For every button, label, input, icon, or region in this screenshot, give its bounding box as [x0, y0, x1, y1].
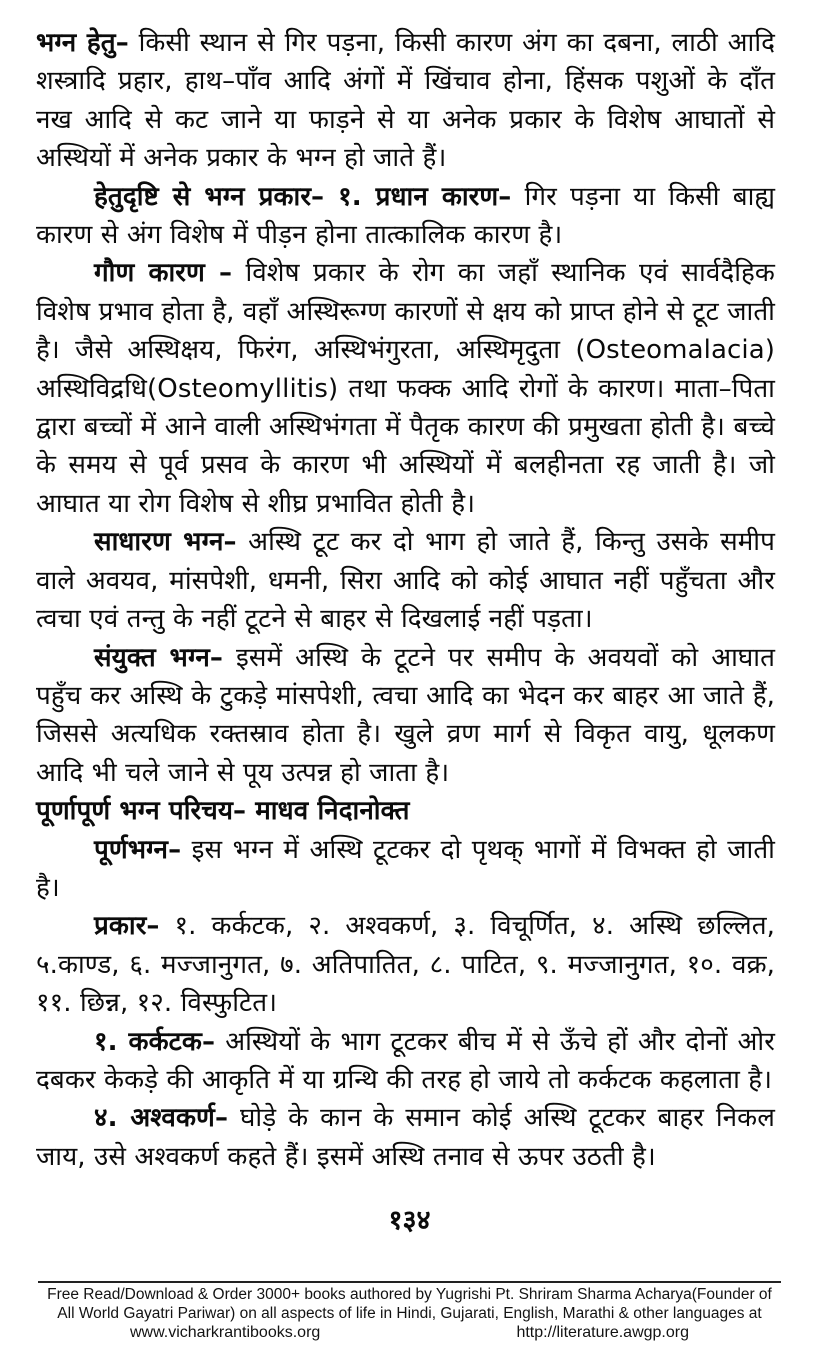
paragraph-gaun-karan — [36, 254, 775, 523]
paragraph-karkatak — [36, 1023, 775, 1100]
heading-purnapurn-bhagna-parichay — [36, 792, 775, 830]
footer-url-left: www.vicharkrantibooks.org — [130, 1324, 321, 1341]
footer-urls — [0, 1323, 819, 1343]
paragraph-sanyukta-bhagna — [36, 639, 775, 793]
page-number: १३४ — [388, 1205, 431, 1236]
paragraph-bhagna-hetu — [36, 24, 775, 178]
paragraph-lead: १. कर्कटक– — [94, 1026, 216, 1057]
paragraph-body: अस्थि टूट कर दो भाग हो जाते हैं, किन्तु उसके समीप वाले अवयव, मांसपेशी, धमनी, सिरा आदि को कोई आघात नहीं पहुँचता और त्वचा एवं तन्तु के नहीं टूटने से बाहर से दिखलाई नहीं पड़ता। — [36, 527, 775, 635]
footer — [0, 1281, 819, 1343]
paragraph-sadharan-bhagna — [36, 523, 775, 638]
page-body-text — [36, 24, 775, 1176]
paragraph-body: अस्थियों के भाग टूटकर बीच में से ऊँचे हों और दोनों ओर दबकर केकड़े की आकृति में या ग्रन्थि की तरह हो जाये तो कर्कटक कहलाता है। — [36, 1026, 775, 1095]
paragraph-purn-bhagna — [36, 831, 775, 908]
paragraph-body: विशेष प्रकार के रोग का जहाँ स्थानिक एवं सार्वदैहिक विशेष प्रभाव होता है, वहाँ अस्थिरूग्ण कारणों से क्षय को प्राप्त होने से टूट जाती है। जैसे अस्थिक्षय, फिरंग, अस्थिभंगुरता, अस्थिमृदुता (Osteomalacia) अस्थिविद्रधि(Osteomyllitis) तथा फक्क आदि रोगों के कारण। माता–पिता द्वारा बच्चों में आने वाली अस्थिभंगता में पैतृक कारण की प्रमुखता होती है। बच्चे के समय से पूर्व प्रसव के कारण भी अस्थियों में बलहीनता रह जाती है। जो आघात या रोग विशेष से शीघ्र प्रभावित होती है। — [36, 258, 775, 519]
paragraph-lead: साधारण भग्न– — [94, 527, 237, 558]
paragraph-body: घोड़े के कान के समान कोई अस्थि टूटकर बाहर निकल जाय, उसे अश्वकर्ण कहते हैं। इसमें अस्थि तनाव से ऊपर उठती है। — [36, 1103, 775, 1172]
paragraph-hetudrishti-prakar — [36, 178, 775, 255]
paragraph-lead: प्रकार– — [94, 911, 160, 942]
paragraph-lead: हेतुदृष्टि से भग्न प्रकार– १. प्रधान कारण– — [94, 181, 512, 212]
paragraph-lead: ४. अश्वकर्ण– — [94, 1103, 229, 1134]
footer-credit-line-1: Free Read/Download & Order 3000+ books authored by Yugrishi Pt. Shriram Sharma Acharya(Founder of — [47, 1286, 772, 1303]
paragraph-prakar-list — [36, 907, 775, 1022]
paragraph-body: इस भग्न में अस्थि टूटकर दो पृथक् भागों में विभक्त हो जाती है। — [36, 834, 775, 903]
paragraph-body: किसी स्थान से गिर पड़ना, किसी कारण अंग का दबना, लाठी आदि शस्त्रादि प्रहार, हाथ–पाँव आदि अंगों में खिंचाव होना, हिंसक पशुओं के दाँत नख आदि से कट जाने या फाड़ने से या अनेक प्रकार के विशेष आघातों से अस्थियों में अनेक प्रकार के भग्न हो जाते हैं। — [36, 28, 775, 174]
paragraph-lead: पूर्णभग्न– — [94, 834, 182, 865]
paragraph-ashvakarna — [36, 1099, 775, 1176]
paragraph-lead: गौण कारण – — [94, 258, 233, 289]
footer-url-right: http://literature.awgp.org — [516, 1324, 689, 1341]
paragraph-body: १. कर्कटक, २. अश्वकर्ण, ३. विचूर्णित, ४. अस्थि छल्लित, ५.काण्ड, ६. मज्जानुगत, ७. अतिपातित, ८. पाटित, ९. मज्जानुगत, १०. वक्र, ११. छिन्न, १२. विस्फुटित। — [36, 911, 775, 1019]
footer-divider — [38, 1281, 781, 1283]
paragraph-body: गिर पड़ना या किसी बाह्य कारण से अंग विशेष में पीड़न होना तात्कालिक कारण है। — [36, 181, 776, 251]
paragraph-body: इसमें अस्थि के टूटने पर समीप के अवयवों को आघात पहुँच कर अस्थि के टुकड़े मांसपेशी, त्वचा आदि का भेदन कर बाहर आ जाते हैं, जिससे अत्यधिक रक्तस्राव होता है। खुले व्रण मार्ग से विकृत वायु, धूलकण आदि भी चले जाने से पूय उत्पन्न हो जाता है। — [36, 642, 775, 788]
paragraph-lead: भग्न हेतु– — [36, 28, 129, 58]
paragraph-lead: पूर्णापूर्ण भग्न परिचय– माधव निदानोक्त — [36, 796, 410, 827]
paragraph-lead: संयुक्त भग्न– — [94, 642, 223, 673]
footer-credit-line-2: All World Gayatri Pariwar) on all aspects of life in Hindi, Gujarati, English, Marathi & other languages at — [57, 1305, 762, 1322]
